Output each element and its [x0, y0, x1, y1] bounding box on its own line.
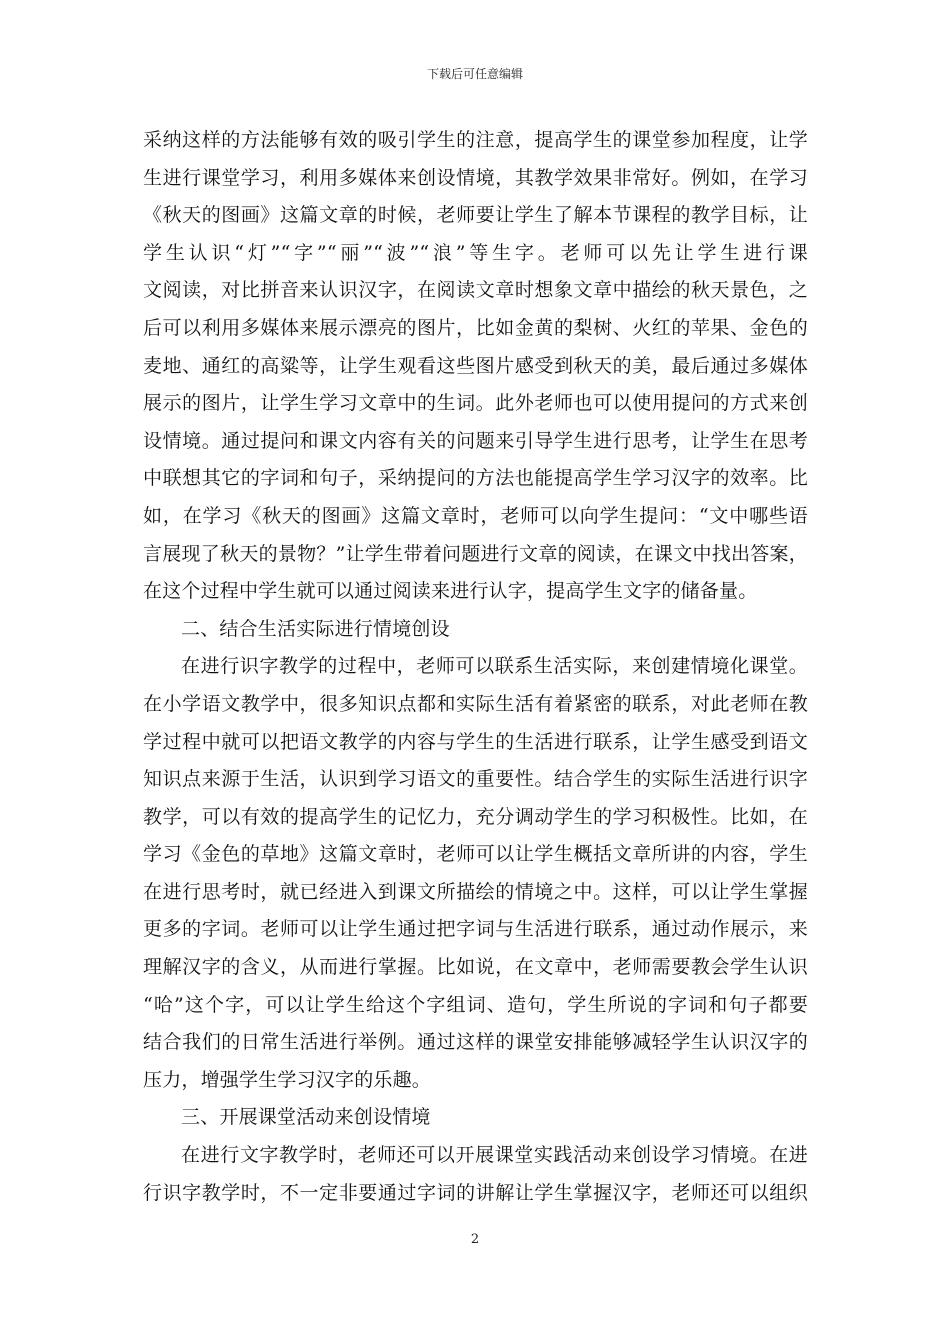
text-line: 在小学语文教学中，很多知识点都和实际生活有着紧密的联系，对此老师在教 [143, 692, 808, 715]
text-line: 展示的图片，让学生学习文章中的生词。此外老师也可以使用提问的方式来创 [143, 392, 808, 415]
text-line: 学生认识“灯”“字”“丽”“波”“浪”等生字。老师可以先让学生进行课 [143, 241, 808, 264]
text-line: 知识点来源于生活，认识到学习语文的重要性。结合学生的实际生活进行识字 [143, 768, 808, 791]
page-number: 2 [470, 1232, 480, 1247]
page-header: 下载后可任意编辑 [426, 67, 523, 81]
text-line: 更多的字词。老师可以让学生通过把字词与生活进行联系，通过动作展示，来 [143, 918, 808, 941]
text-line: 采纳这样的方法能够有效的吸引学生的注意，提高学生的课堂参加程度，让学 [143, 129, 808, 151]
text-line: 后可以利用多媒体来展示漂亮的图片，比如金黄的梨树、火红的苹果、金色的 [143, 316, 808, 339]
text-line: 二、结合生活实际进行情境创设 [181, 617, 450, 640]
text-line: “哈”这个字，可以让学生给这个字组词、造句，学生所说的字词和句子都要 [143, 993, 808, 1016]
text-line: 压力，增强学生学习汉字的乐趣。 [143, 1068, 432, 1091]
text-line: 如，在学习《秋天的图画》这篇文章时，老师可以向学生提问：“文中哪些语 [143, 504, 808, 527]
text-line: 在进行思考时，就已经进入到课文所描绘的情境之中。这样，可以让学生掌握 [143, 880, 808, 903]
document-body [143, 122, 808, 1212]
text-line: 设情境。通过提问和课文内容有关的问题来引导学生进行思考，让学生在思考 [143, 429, 808, 452]
text-line: 三、开展课堂活动来创设情境 [181, 1106, 431, 1129]
text-line: 言展现了秋天的景物？”让学生带着问题进行文章的阅读，在课文中找出答案， [143, 542, 808, 565]
text-line: 生进行课堂学习，利用多媒体来创设情境，其教学效果非常好。例如，在学习 [143, 166, 808, 189]
text-line: 在这个过程中学生就可以通过阅读来进行认字，提高学生文字的储备量。 [143, 580, 758, 603]
text-line: 行识字教学时，不一定非要通过字词的讲解让学生掌握汉字，老师还可以组织 [143, 1181, 808, 1204]
text-line: 《秋天的图画》这篇文章的时候，老师要让学生了解本节课程的教学目标，让 [143, 204, 808, 227]
text-line: 结合我们的日常生活进行举例。通过这样的课堂安排能够减轻学生认识汉字的 [143, 1031, 808, 1054]
text-line: 麦地、通红的高粱等，让学生观看这些图片感受到秋天的美，最后通过多媒体 [143, 354, 808, 377]
text-line: 在进行文字教学时，老师还可以开展课堂实践活动来创设学习情境。在进 [181, 1144, 808, 1167]
text-line: 在进行识字教学的过程中，老师可以联系生活实际，来创建情境化课堂。 [181, 655, 808, 678]
text-line: 学过程中就可以把语文教学的内容与学生的生活进行联系，让学生感受到语文 [143, 730, 808, 753]
text-line: 中联想其它的字词和句子，采纳提问的方法也能提高学生学习汉字的效率。比 [143, 467, 808, 490]
text-line: 教学，可以有效的提高学生的记忆力，充分调动学生的学习积极性。比如，在 [143, 805, 808, 828]
text-line: 文阅读，对比拼音来认识汉字，在阅读文章时想象文章中描绘的秋天景色，之 [143, 279, 808, 302]
text-line: 学习《金色的草地》这篇文章时，老师可以让学生概括文章所讲的内容，学生 [143, 843, 808, 866]
text-line: 理解汉字的含义，从而进行掌握。比如说，在文章中，老师需要教会学生认识 [143, 956, 808, 979]
